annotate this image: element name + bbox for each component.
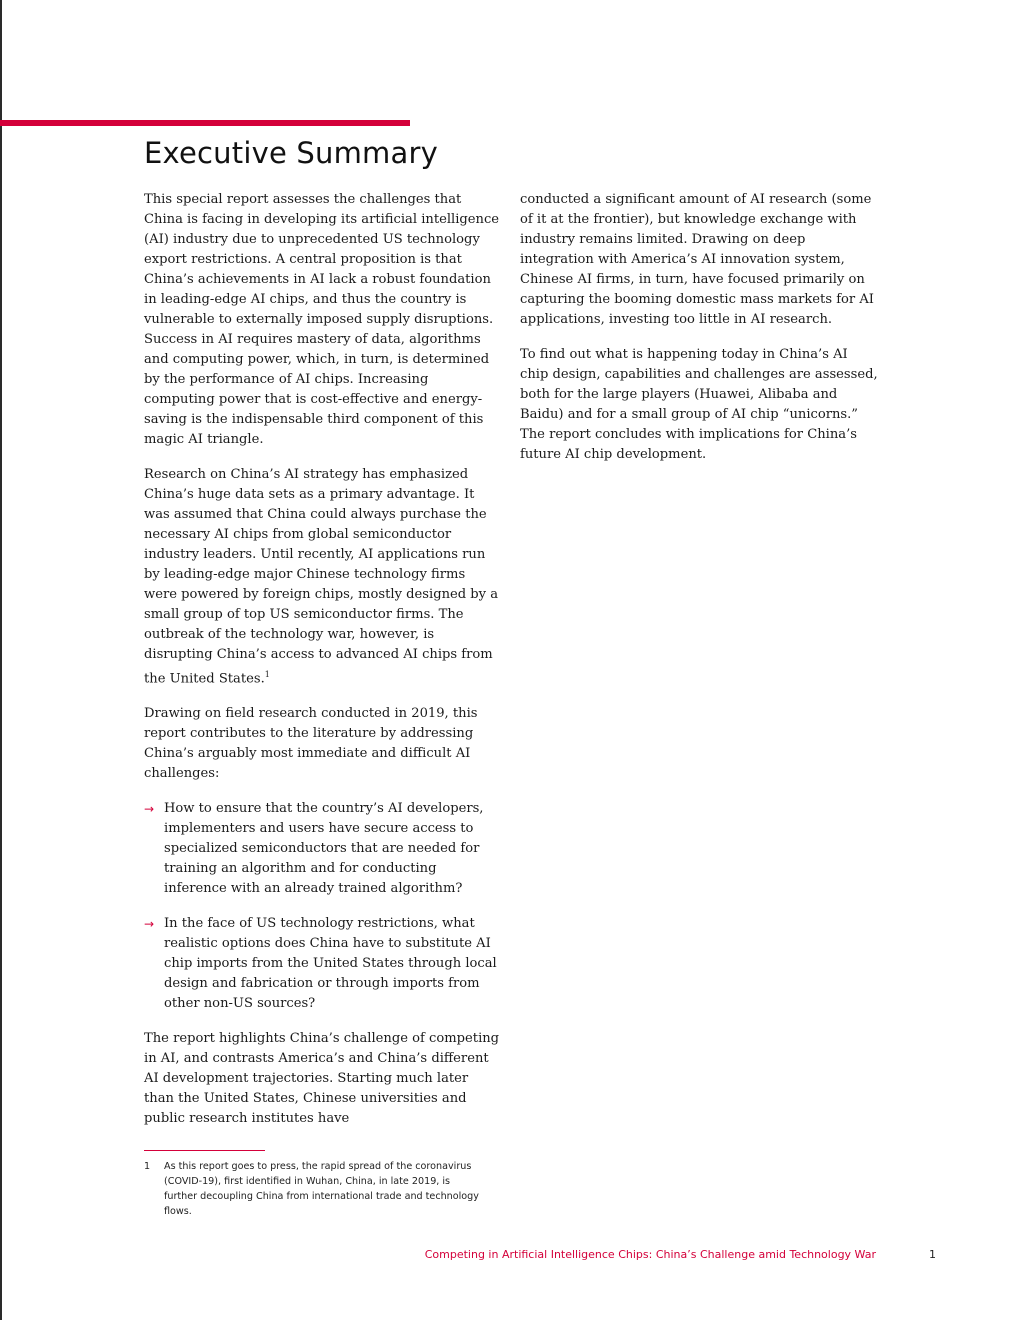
list-item-text: How to ensure that the country’s AI developers, implementers and users have secure access to specialized semiconductors that are needed for training an algorithm and for conducting inference with an already trained algorithm? [164, 801, 484, 897]
footnote-reference[interactable]: 1 [264, 670, 270, 679]
bullet-list [144, 799, 500, 1014]
page-number: 1 [929, 1248, 936, 1261]
list-item-text: In the face of US technology restrictions, what realistic options does China have to substitute AI chip imports from the United States through local design and fabrication or through imports from other non-US sources? [164, 916, 497, 1012]
list-item [144, 799, 500, 899]
footnote [144, 1159, 484, 1219]
paragraph: Drawing on field research conducted in 2019, this report contributes to the literature by addressing China’s arguably most immediate and difficult AI challenges: [144, 706, 478, 782]
arrow-right-icon: → [144, 917, 155, 932]
running-footer-title: Competing in Artificial Intelligence Chips: China’s Challenge amid Technology War [424, 1248, 876, 1261]
list-item [144, 914, 500, 1014]
footnote-text: As this report goes to press, the rapid spread of the coronavirus (COVID-19), first identified in Wuhan, China, in late 2019, is further decoupling China from international trade and technology flows. [164, 1161, 479, 1217]
page-edge-line [0, 0, 2, 1320]
arrow-right-icon: → [144, 802, 155, 817]
title-accent-rule [0, 120, 410, 126]
paragraph-text: Research on China’s AI strategy has emphasized China’s huge data sets as a primary advantage. It was assumed that China could always purchase the necessary AI chips from global semiconductor industry leaders. Until recently, AI applications run by leading-edge major Chinese technology firms were powered by foreign chips, mostly designed by a small group of top US semiconductor firms. The outbreak of the technology war, however, is disrupting China’s access to advanced AI chips from the United States. [144, 467, 499, 687]
paragraph: conducted a significant amount of AI research (some of it at the frontier), but knowledge exchange with industry remains limited. Drawing on deep integration with America’s AI innovation system, Chinese AI firms, in turn, have focused primarily on capturing the booming domestic mass markets for AI applications, investing too little in AI research. [520, 192, 874, 327]
right-column [520, 190, 880, 480]
left-column [144, 190, 500, 1144]
footnote-number: 1 [144, 1161, 151, 1172]
paragraph: The report highlights China’s challenge of competing in AI, and contrasts America’s and China’s different AI development trajectories. Starting much later than the United States, Chinese universities and public research institutes have [144, 1031, 500, 1127]
paragraph: To find out what is happening today in China’s AI chip design, capabilities and challenges are assessed, both for the large players (Huawei, Alibaba and Baidu) and for a small group of AI chip “unicorns.” The report concludes with implications for China’s future AI chip development. [520, 347, 878, 462]
page-title: Executive Summary [144, 136, 438, 170]
footnote-divider [144, 1150, 265, 1151]
paragraph: This special report assesses the challenges that China is facing in developing its artificial intelligence (AI) industry due to unprecedented US technology export restrictions. A central proposition is that China’s achievements in AI lack a robust foundation in leading-edge AI chips, and thus the country is vulnerable to externally imposed supply disruptions. Success in AI requires mastery of data, algorithms and computing power, which, in turn, is determined by the performance of AI chips. Increasing computing power that is cost-effective and energy-saving is the indispensable third component of this magic AI triangle. [144, 192, 500, 447]
paragraph [144, 465, 500, 689]
